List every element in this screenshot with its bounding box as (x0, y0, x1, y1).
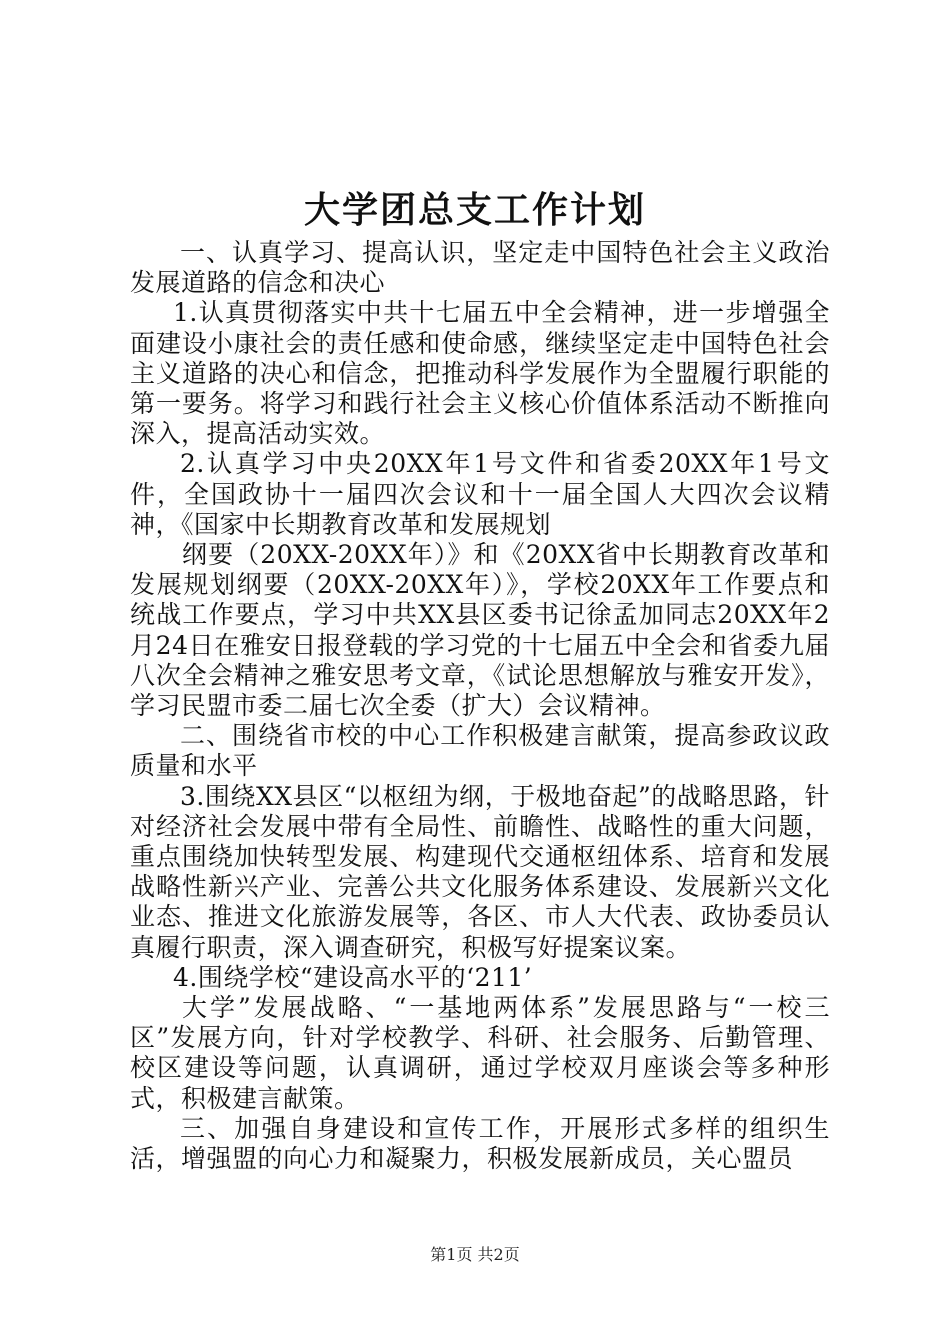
document-body (130, 238, 830, 1174)
paragraph-item-4: 4.围绕学校“建设高水平的‘211’ (173, 962, 533, 992)
paragraph-item-4-continued: 大学”发展战略、“一基地两体系”发展思路与“一校三区”发展方向，针对学校教学、科研、社会服务、后勤管理、校区建设等问题，认真调研，通过学校双月座谈会等多种形式，积极建言献策。 (130, 993, 830, 1113)
page-footer: 第1页 共2页 (430, 1245, 520, 1264)
paragraph-item-1: 1.认真贯彻落实中共十七届五中全会精神，进一步增强全面建设小康社会的责任感和使命感，继续坚定走中国特色社会主义道路的决心和信念，把推动科学发展作为全盟履行职能的第一要务。将学习和践行社会主义核心价值体系活动不断推向深入，提高活动实效。 (130, 298, 830, 449)
paragraph-item-2-continued: 纲要（20XX-20XX年）》和《20XX省中长期教育改革和发展规划纲要（20XX-20XX年）》，学校20XX年工作要点和统战工作要点，学习中共XX县区委书记徐孟加同志20XX年2月24日在雅安日报登载的学习党的十七届五中全会和省委九届八次全会精神之雅安思考文章，《试论思想解放与雅安开发》，学习民盟市委二届七次全委（扩大）会议精神。 (130, 540, 830, 721)
paragraph-item-2: 2.认真学习中央20XX年1号文件和省委20XX年1号文件，全国政协十一届四次会议和十一届全国人大四次会议精神，《国家中长期教育改革和发展规划 (130, 449, 830, 539)
document-title: 大学团总支工作计划 (303, 189, 646, 231)
paragraph-item-3: 3.围绕XX县区“以枢纽为纲，于极地奋起”的战略思路，针对经济社会发展中带有全局性、前瞻性、战略性的重大问题，重点围绕加快转型发展、构建现代交通枢纽体系、培育和发展战略性新兴产业、完善公共文化服务体系建设、发展新兴文化业态、推进文化旅游发展等，各区、市人大代表、政协委员认真履行职责，深入调查研究，积极写好提案议案。 (130, 781, 830, 962)
section-heading-3: 三、加强自身建设和宣传工作，开展形式多样的组织生活，增强盟的向心力和凝聚力，积极发展新成员，关心盟员 (130, 1113, 830, 1174)
section-heading-1: 一、认真学习、提高认识，坚定走中国特色社会主义政治发展道路的信念和决心 (130, 238, 830, 298)
section-heading-2: 二、围绕省市校的中心工作积极建言献策，提高参政议政质量和水平 (130, 721, 830, 781)
